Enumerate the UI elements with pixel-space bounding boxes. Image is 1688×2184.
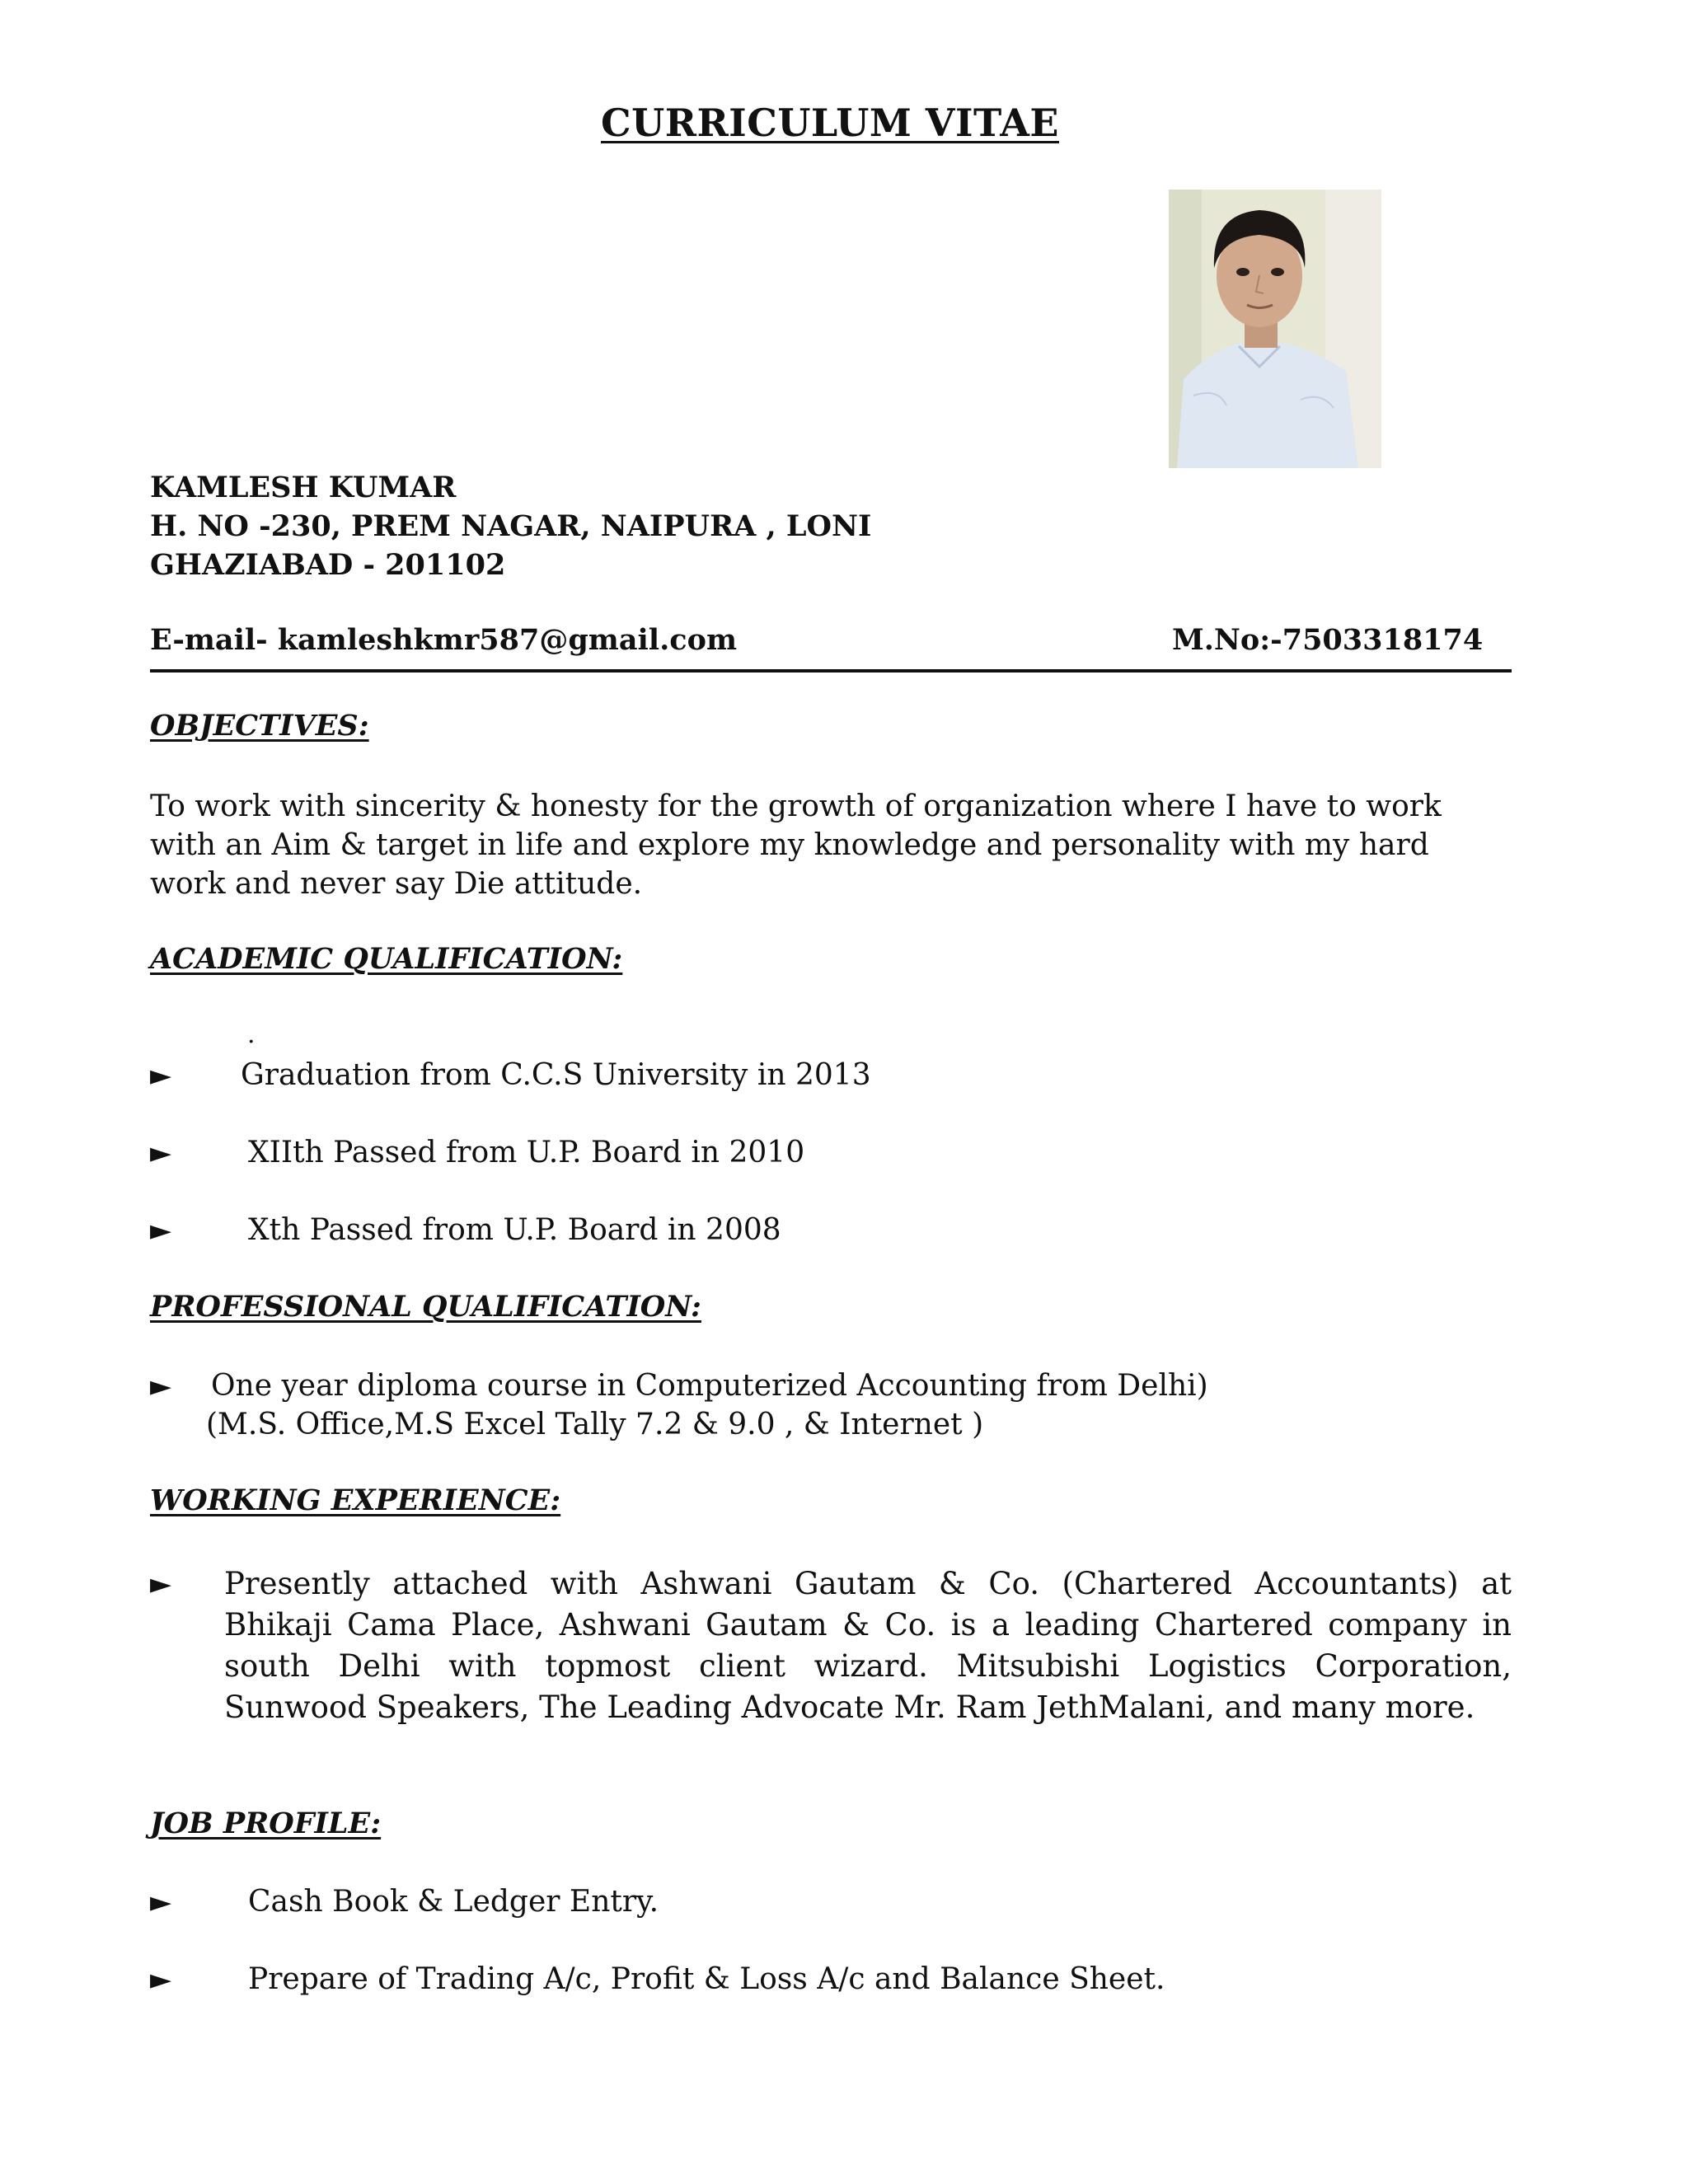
mobile-number: M.No:-7503318174 (1172, 623, 1484, 657)
objectives-heading: OBJECTIVES: (150, 709, 369, 743)
professional-heading: PROFESSIONAL QUALIFICATION: (150, 1290, 701, 1324)
job-profile-item (150, 1882, 659, 1922)
bullet-arrow-icon: ► (150, 1886, 172, 1919)
email-text: E-mail- kamleshkmr587@gmail.com (150, 623, 737, 657)
experience-heading: WORKING EXPERIENCE: (150, 1483, 561, 1517)
professional-item-text: One year diploma course in Computerized Accounting from Delhi) (211, 1369, 1208, 1403)
academic-item (150, 1133, 805, 1173)
job-profile-heading: JOB PROFILE: (150, 1807, 382, 1840)
profile-photo (1169, 190, 1381, 468)
bullet-arrow-icon: ► (150, 1059, 172, 1092)
academic-item-text: XIIth Passed from U.P. Board in 2010 (248, 1136, 805, 1169)
experience-item-text: Presently attached with Ashwani Gautam & Co. (Chartered Accountants) at Bhikaji Cama Place, Ashwani Gautam & Co. is a leading Chartered company in south Delhi with topmost client wizard. Mitsubishi Logistics Corporation, Sunwood Speakers, The Leading Advocate Mr. Ram JethMalani, and many more. (224, 1566, 1512, 1725)
document-title: CURRICULUM VITAE (601, 101, 1059, 145)
professional-item (150, 1366, 1208, 1406)
academic-item (150, 1056, 871, 1095)
job-profile-item-text: Prepare of Trading A/c, Profit & Loss A/c and Balance Sheet. (248, 1962, 1165, 1996)
bullet-arrow-icon: ► (150, 1568, 172, 1601)
bullet-arrow-icon: ► (150, 1137, 172, 1169)
bullet-arrow-icon: ► (150, 1214, 172, 1247)
stray-dot: . (247, 1020, 256, 1049)
academic-item-text: Graduation from C.C.S University in 2013 (241, 1058, 871, 1092)
address-line-2: GHAZIABAD - 201102 (150, 548, 506, 582)
candidate-name: KAMLESH KUMAR (150, 471, 457, 504)
academic-item-text: Xth Passed from U.P. Board in 2008 (248, 1213, 781, 1247)
profile-photo-illustration (1169, 190, 1381, 468)
personal-details (150, 468, 871, 584)
academic-item (150, 1211, 781, 1250)
address-line-1: H. NO -230, PREM NAGAR, NAIPURA , LONI (150, 509, 872, 543)
job-profile-item (150, 1960, 1165, 1999)
professional-subline: (M.S. Office,M.S Excel Tally 7.2 & 9.0 , & Internet ) (206, 1408, 984, 1441)
objectives-text: To work with sincerity & honesty for the growth of organization where I have to work with an Aim & target in life and explore my knowledge and personality with my hard work and never say Die attitude. (150, 790, 1442, 901)
academic-heading: ACADEMIC QUALIFICATION: (150, 942, 623, 976)
contact-row (150, 623, 1512, 673)
job-profile-item-text: Cash Book & Ledger Entry. (248, 1885, 659, 1919)
bullet-arrow-icon: ► (150, 1370, 172, 1403)
bullet-arrow-icon: ► (150, 1963, 172, 1996)
